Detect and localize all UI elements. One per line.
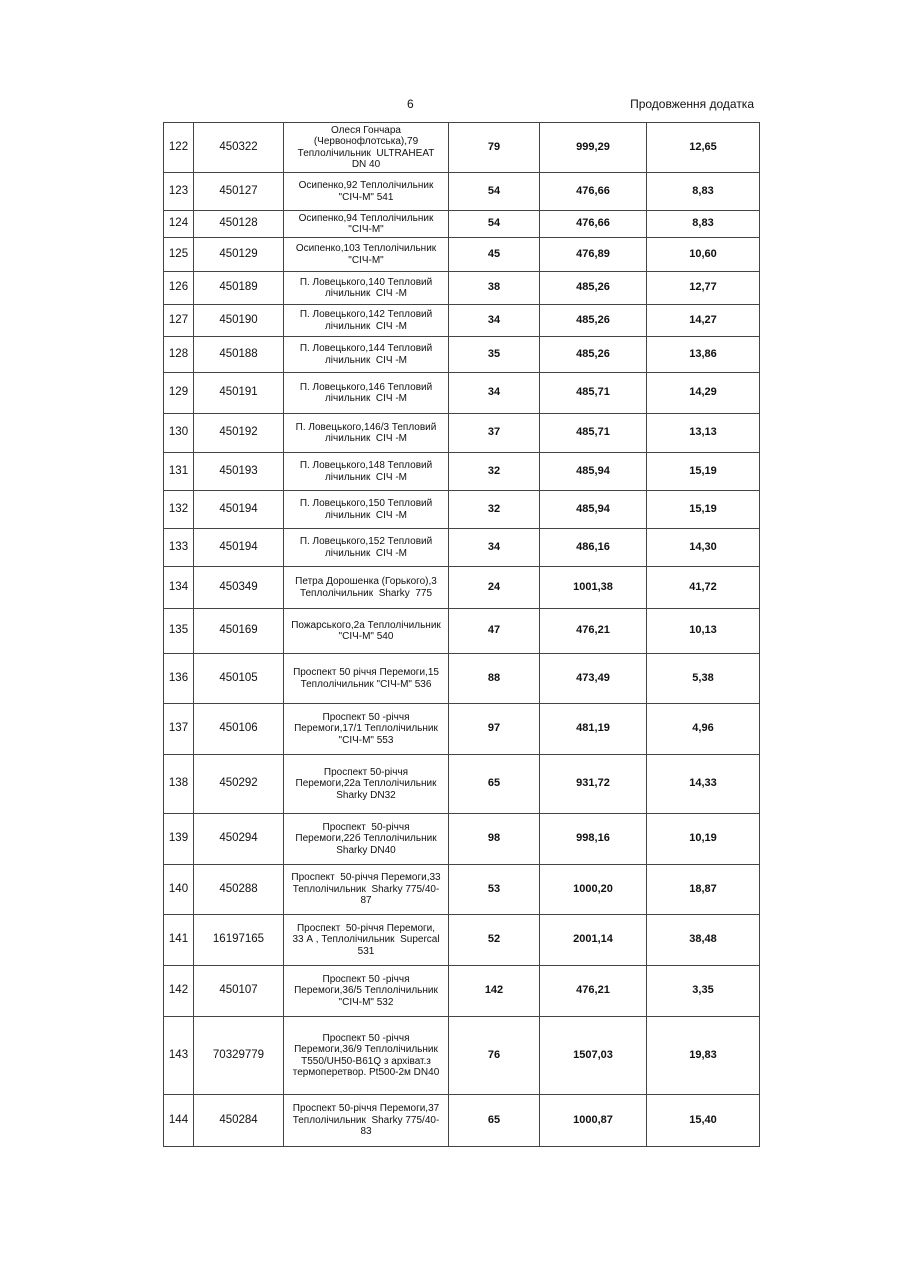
- unit-value-cell: 12,77: [647, 272, 760, 305]
- description-line: лічильник СІЧ -М: [324, 320, 408, 332]
- quantity-cell: 34: [449, 305, 540, 337]
- table-row: [164, 755, 760, 814]
- description-line: "СІЧ-М": [348, 224, 384, 235]
- quantity-cell: 45: [449, 238, 540, 272]
- row-number-cell: 137: [164, 704, 194, 755]
- description-cell: [284, 272, 449, 305]
- price-cell: 485,26: [540, 272, 647, 305]
- description-line: лічильник СІЧ -М: [324, 433, 408, 444]
- price-cell: 1000,87: [540, 1095, 647, 1147]
- row-number-cell: 126: [164, 272, 194, 305]
- quantity-cell: 79: [449, 123, 540, 173]
- code-cell: 450190: [194, 305, 284, 337]
- description-line: П. Ловецького,150 Тепловий: [299, 498, 433, 509]
- description-line: П. Ловецького,146/3 Тепловий: [295, 421, 437, 433]
- code-cell: 450188: [194, 337, 284, 373]
- description-cell: [284, 1017, 449, 1095]
- unit-value-cell: 14,30: [647, 529, 760, 567]
- description-cell: [284, 654, 449, 704]
- unit-value-cell: 5,38: [647, 654, 760, 704]
- quantity-cell: 54: [449, 173, 540, 211]
- row-number-cell: 122: [164, 123, 194, 173]
- description-line: Теплолічильник ULTRAHEAT: [297, 147, 435, 159]
- code-cell: 16197165: [194, 915, 284, 966]
- table-row: [164, 337, 760, 373]
- table-row: [164, 567, 760, 609]
- price-cell: 485,26: [540, 305, 647, 337]
- code-cell: 450129: [194, 238, 284, 272]
- description-line: Проспект 50 -річчя: [322, 711, 410, 723]
- row-number-cell: 143: [164, 1017, 194, 1095]
- description-line: "СІЧ-М": [348, 254, 384, 266]
- row-number-cell: 130: [164, 414, 194, 453]
- code-cell: 450192: [194, 414, 284, 453]
- quantity-cell: 97: [449, 704, 540, 755]
- quantity-cell: 32: [449, 453, 540, 491]
- description-line: T550/UH50-B61Q з архіват.з: [301, 1055, 431, 1067]
- unit-value-cell: 8,83: [647, 211, 760, 238]
- description-line: Проспект 50 -річчя: [322, 1032, 410, 1044]
- row-number-cell: 138: [164, 755, 194, 814]
- unit-value-cell: 15,19: [647, 491, 760, 529]
- code-cell: 450105: [194, 654, 284, 704]
- table-row: [164, 865, 760, 915]
- unit-value-cell: 15,40: [647, 1095, 760, 1147]
- continuation-label: Продовження додатка: [630, 97, 754, 111]
- code-cell: 450106: [194, 704, 284, 755]
- description-cell: [284, 966, 449, 1017]
- unit-value-cell: 38,48: [647, 915, 760, 966]
- row-number-cell: 133: [164, 529, 194, 567]
- description-line: Sharky DN40: [336, 844, 396, 856]
- table-row: [164, 1095, 760, 1147]
- quantity-cell: 47: [449, 609, 540, 654]
- price-cell: 473,49: [540, 654, 647, 704]
- row-number-cell: 132: [164, 491, 194, 529]
- code-cell: 70329779: [194, 1017, 284, 1095]
- description-line: П. Ловецького,148 Тепловий: [299, 460, 433, 471]
- meter-table: [163, 122, 760, 1147]
- description-line: лічильник СІЧ -М: [324, 471, 408, 483]
- description-line: Теплолічильник Sharky 775: [299, 587, 433, 599]
- description-line: "СІЧ-М" 532: [338, 996, 394, 1008]
- table-row: [164, 915, 760, 966]
- code-cell: 450194: [194, 491, 284, 529]
- table-row: [164, 609, 760, 654]
- description-line: "СІЧ-М" 553: [338, 734, 394, 746]
- row-number-cell: 123: [164, 173, 194, 211]
- row-number-cell: 134: [164, 567, 194, 609]
- table-row: [164, 491, 760, 529]
- price-cell: 998,16: [540, 814, 647, 865]
- description-line: Пожарського,2а Теплолічильник: [291, 619, 441, 631]
- unit-value-cell: 8,83: [647, 173, 760, 211]
- unit-value-cell: 10,60: [647, 238, 760, 272]
- row-number-cell: 136: [164, 654, 194, 704]
- code-cell: 450169: [194, 609, 284, 654]
- table-row: [164, 453, 760, 491]
- description-line: Проспект 50-річчя Перемоги,33: [291, 872, 441, 884]
- description-line: 83: [360, 1126, 372, 1138]
- quantity-cell: 88: [449, 654, 540, 704]
- code-cell: 450193: [194, 453, 284, 491]
- code-cell: 450322: [194, 123, 284, 173]
- price-cell: 485,71: [540, 414, 647, 453]
- table-row: [164, 373, 760, 414]
- price-cell: 999,29: [540, 123, 647, 173]
- description-cell: [284, 915, 449, 966]
- code-cell: 450189: [194, 272, 284, 305]
- unit-value-cell: 14,27: [647, 305, 760, 337]
- price-cell: 476,21: [540, 609, 647, 654]
- description-line: Перемоги,22а Теплолічильник: [295, 778, 437, 790]
- price-cell: 1000,20: [540, 865, 647, 915]
- description-cell: [284, 529, 449, 567]
- table-row: [164, 211, 760, 238]
- price-cell: 2001,14: [540, 915, 647, 966]
- price-cell: 476,66: [540, 211, 647, 238]
- price-cell: 481,19: [540, 704, 647, 755]
- quantity-cell: 38: [449, 272, 540, 305]
- description-line: П. Ловецького,144 Тепловий: [299, 343, 433, 354]
- quantity-cell: 32: [449, 491, 540, 529]
- description-line: лічильник СІЧ -М: [324, 509, 408, 521]
- unit-value-cell: 14,29: [647, 373, 760, 414]
- description-line: Проспект 50-річчя: [323, 766, 409, 778]
- row-number-cell: 128: [164, 337, 194, 373]
- description-line: термоперетвор. Pt500-2м DN40: [292, 1067, 440, 1078]
- table-body: [164, 123, 760, 1147]
- unit-value-cell: 41,72: [647, 567, 760, 609]
- table-row: [164, 1017, 760, 1095]
- code-cell: 450127: [194, 173, 284, 211]
- table-row: [164, 814, 760, 865]
- table-row: [164, 704, 760, 755]
- unit-value-cell: 12,65: [647, 123, 760, 173]
- code-cell: 450191: [194, 373, 284, 414]
- code-cell: 450128: [194, 211, 284, 238]
- quantity-cell: 52: [449, 915, 540, 966]
- description-line: Олеся Гончара: [331, 124, 401, 136]
- description-line: лічильник СІЧ -М: [324, 393, 408, 404]
- row-number-cell: 131: [164, 453, 194, 491]
- description-line: DN 40: [351, 159, 381, 170]
- price-cell: 931,72: [540, 755, 647, 814]
- price-cell: 485,94: [540, 453, 647, 491]
- quantity-cell: 34: [449, 373, 540, 414]
- description-cell: [284, 453, 449, 491]
- description-cell: [284, 491, 449, 529]
- quantity-cell: 76: [449, 1017, 540, 1095]
- description-line: Теплолічильник Sharky 775/40-: [292, 883, 440, 895]
- unit-value-cell: 10,13: [647, 609, 760, 654]
- row-number-cell: 125: [164, 238, 194, 272]
- description-cell: [284, 1095, 449, 1147]
- quantity-cell: 142: [449, 966, 540, 1017]
- table-row: [164, 123, 760, 173]
- description-line: Осипенко,92 Теплолічильник: [298, 180, 434, 191]
- description-line: 87: [360, 895, 372, 907]
- description-line: Проспект 50 -річчя: [322, 973, 410, 985]
- description-line: "СІЧ-М" 540: [338, 631, 394, 642]
- table-row: [164, 966, 760, 1017]
- description-line: П. Ловецького,152 Тепловий: [299, 536, 433, 547]
- row-number-cell: 135: [164, 609, 194, 654]
- description-cell: [284, 173, 449, 211]
- quantity-cell: 54: [449, 211, 540, 238]
- quantity-cell: 24: [449, 567, 540, 609]
- table-row: [164, 272, 760, 305]
- description-cell: [284, 373, 449, 414]
- description-line: П. Ловецького,146 Тепловий: [299, 381, 433, 393]
- description-line: Sharky DN32: [336, 789, 396, 801]
- row-number-cell: 144: [164, 1095, 194, 1147]
- description-line: лічильник СІЧ -М: [324, 288, 408, 299]
- description-line: 33 А , Теплолічильник Supercal: [292, 934, 440, 946]
- unit-value-cell: 14,33: [647, 755, 760, 814]
- quantity-cell: 65: [449, 1095, 540, 1147]
- row-number-cell: 129: [164, 373, 194, 414]
- unit-value-cell: 18,87: [647, 865, 760, 915]
- quantity-cell: 34: [449, 529, 540, 567]
- description-line: Проспект 50 річчя Перемоги,15: [293, 667, 439, 678]
- code-cell: 450292: [194, 755, 284, 814]
- unit-value-cell: 3,35: [647, 966, 760, 1017]
- price-cell: 476,89: [540, 238, 647, 272]
- description-line: (Червонофлотська),79: [313, 136, 419, 147]
- price-cell: 485,71: [540, 373, 647, 414]
- description-line: Проспект 50-річчя Перемоги,37: [292, 1103, 440, 1115]
- description-cell: [284, 337, 449, 373]
- description-line: П. Ловецького,142 Тепловий: [299, 309, 433, 320]
- description-cell: [284, 704, 449, 755]
- code-cell: 450194: [194, 529, 284, 567]
- price-cell: 476,66: [540, 173, 647, 211]
- description-cell: [284, 755, 449, 814]
- quantity-cell: 35: [449, 337, 540, 373]
- code-cell: 450107: [194, 966, 284, 1017]
- description-cell: [284, 238, 449, 272]
- quantity-cell: 37: [449, 414, 540, 453]
- price-cell: 486,16: [540, 529, 647, 567]
- description-line: 531: [357, 945, 375, 957]
- description-line: Перемоги,36/9 Теплолічильник: [294, 1044, 438, 1055]
- description-line: Проспект 50-річчя: [322, 821, 410, 833]
- row-number-cell: 127: [164, 305, 194, 337]
- description-cell: [284, 865, 449, 915]
- description-line: Проспект 50-річчя Перемоги,: [296, 922, 436, 934]
- page-number: 6: [407, 97, 414, 111]
- row-number-cell: 142: [164, 966, 194, 1017]
- code-cell: 450288: [194, 865, 284, 915]
- description-cell: [284, 305, 449, 337]
- row-number-cell: 139: [164, 814, 194, 865]
- unit-value-cell: 13,86: [647, 337, 760, 373]
- price-cell: 485,94: [540, 491, 647, 529]
- description-line: Перемоги,17/1 Теплолічильник: [294, 723, 438, 735]
- table-row: [164, 414, 760, 453]
- unit-value-cell: 10,19: [647, 814, 760, 865]
- description-line: Теплолічильник "СІЧ-М" 536: [300, 678, 432, 690]
- row-number-cell: 124: [164, 211, 194, 238]
- description-cell: [284, 211, 449, 238]
- description-line: лічильник СІЧ -М: [324, 547, 408, 559]
- description-line: Осипенко,94 Теплолічильник: [298, 212, 434, 224]
- unit-value-cell: 19,83: [647, 1017, 760, 1095]
- description-line: лічильник СІЧ -М: [324, 354, 408, 366]
- price-cell: 476,21: [540, 966, 647, 1017]
- description-cell: [284, 814, 449, 865]
- description-cell: [284, 414, 449, 453]
- table-row: [164, 654, 760, 704]
- code-cell: 450349: [194, 567, 284, 609]
- description-cell: [284, 609, 449, 654]
- unit-value-cell: 4,96: [647, 704, 760, 755]
- row-number-cell: 140: [164, 865, 194, 915]
- code-cell: 450294: [194, 814, 284, 865]
- description-line: Петра Дорошенка (Горького),3: [295, 576, 437, 587]
- table-row: [164, 173, 760, 211]
- table-row: [164, 305, 760, 337]
- price-cell: 485,26: [540, 337, 647, 373]
- description-line: Теплолічильник Sharky 775/40-: [292, 1114, 440, 1126]
- table-row: [164, 238, 760, 272]
- unit-value-cell: 13,13: [647, 414, 760, 453]
- description-line: Перемоги,22б Теплолічильник: [295, 833, 437, 845]
- table-row: [164, 529, 760, 567]
- quantity-cell: 65: [449, 755, 540, 814]
- unit-value-cell: 15,19: [647, 453, 760, 491]
- description-line: Перемоги,36/5 Теплолічильник: [294, 985, 438, 997]
- quantity-cell: 53: [449, 865, 540, 915]
- description-line: Осипенко,103 Теплолічильник: [295, 243, 437, 254]
- description-line: П. Ловецького,140 Тепловий: [299, 276, 433, 288]
- description-line: "СІЧ-М" 541: [338, 191, 394, 203]
- price-cell: 1507,03: [540, 1017, 647, 1095]
- price-cell: 1001,38: [540, 567, 647, 609]
- quantity-cell: 98: [449, 814, 540, 865]
- description-cell: [284, 123, 449, 173]
- row-number-cell: 141: [164, 915, 194, 966]
- description-cell: [284, 567, 449, 609]
- code-cell: 450284: [194, 1095, 284, 1147]
